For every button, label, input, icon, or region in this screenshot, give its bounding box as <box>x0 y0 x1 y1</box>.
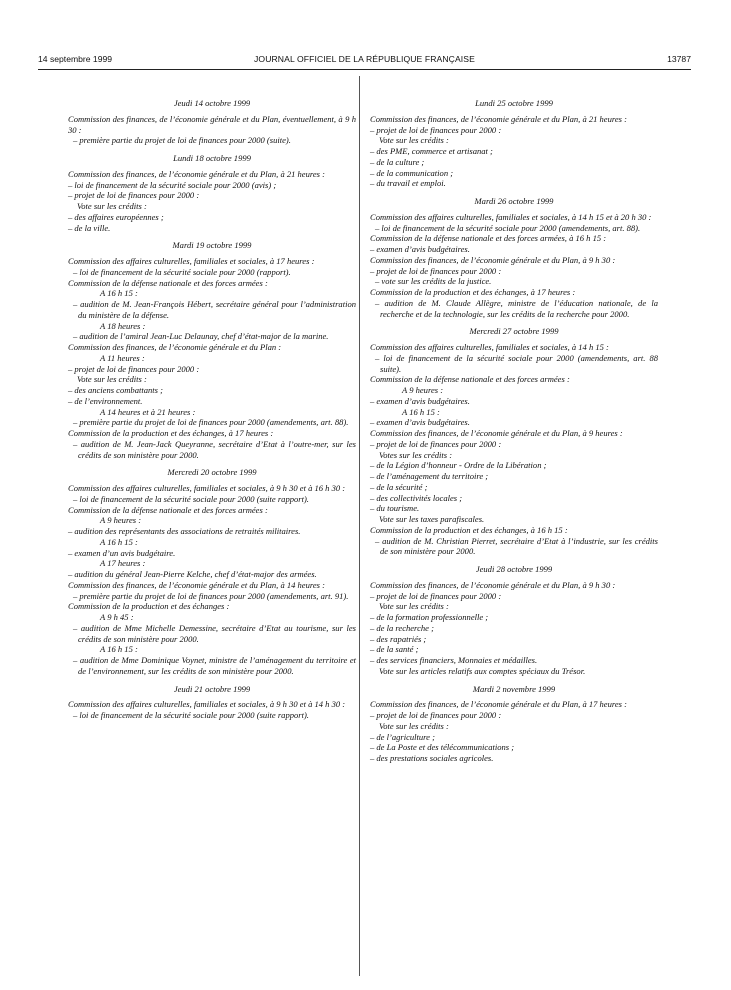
time-slot: A 11 heures : <box>100 352 145 363</box>
agenda-item: – examen d’un avis budgétaire. <box>68 547 176 558</box>
column-divider <box>359 76 360 976</box>
spacer <box>68 677 356 684</box>
time-slot: A 9 h 45 : <box>100 612 134 622</box>
agenda-item: – première partie du projet de loi de finances pour 2000 (suite). <box>73 135 291 146</box>
vote-heading: Vote sur les crédits : <box>379 135 449 146</box>
time-slot: A 9 heures : <box>402 385 444 395</box>
agenda-item: – des services financiers, Monnaies et médailles. <box>370 655 538 665</box>
commission-entry: Commission de la défense nationale et des forces armées, à 16 h 15 : <box>370 233 607 244</box>
vote-heading: Votes sur les crédits : <box>379 449 453 460</box>
spacer <box>370 189 658 196</box>
agenda-item: – audition de M. Claude Allègre, ministre de l’éducation nationale, de la recherche et de la technologie, sur les crédits de la recherche pour 2000. <box>375 297 658 319</box>
vote-heading: Vote sur les articles relatifs aux comptes spéciaux du Trésor. <box>379 665 586 676</box>
agenda-item: – de la sécurité ; <box>370 481 428 492</box>
commission-entry: Commission des affaires culturelles, familiales et sociales, à 9 h 30 et à 14 h 30 : <box>68 699 346 710</box>
commission-entry: Commission de la production et des échanges, à 17 heures : <box>370 287 576 297</box>
commission-entry: Commission des finances, de l’économie générale et du Plan, à 9 h 30 : <box>370 579 616 590</box>
journal-title: JOURNAL OFFICIEL DE LA RÉPUBLIQUE FRANÇAISE <box>254 54 475 64</box>
agenda-item: – première partie du projet de loi de finances pour 2000 (amendements, art. 91). <box>73 590 349 601</box>
right-column <box>370 98 658 764</box>
commission-entry: Commission des affaires culturelles, familiales et sociales, à 14 h 15 : <box>370 342 609 352</box>
agenda-item: – des collectivités locales ; <box>370 492 463 503</box>
day-heading: Mardi 2 novembre 1999 <box>472 683 556 694</box>
agenda-item: – audition des représentants des associations de retraités militaires. <box>68 526 301 536</box>
commission-entry: Commission des affaires culturelles, familiales et sociales, à 9 h 30 et à 16 h 30 : <box>68 483 346 493</box>
commission-entry: Commission des finances, de l’économie générale et du Plan, à 14 heures : <box>68 579 325 590</box>
agenda-item: – projet de loi de finances pour 2000 : <box>370 438 502 449</box>
agenda-item: – projet de loi de finances pour 2000 : <box>370 124 502 135</box>
agenda-item: – vote sur les crédits de la justice. <box>375 276 492 287</box>
agenda-item: – loi de financement de la sécurité sociale pour 2000 (suite rapport). <box>73 710 309 720</box>
spacer <box>370 557 658 564</box>
agenda-item: – loi de financement de la sécurité sociale pour 2000 (avis) ; <box>68 179 277 190</box>
spacer <box>68 146 356 153</box>
time-slot: A 16 h 15 : <box>100 536 138 547</box>
agenda-item: – de la formation professionnelle ; <box>370 612 489 622</box>
page-header <box>38 54 691 68</box>
agenda-item: – loi de financement de la sécurité sociale pour 2000 (amendements, art. 88). <box>375 222 641 233</box>
agenda-item: – loi de financement de la sécurité sociale pour 2000 (amendements, art. 88 suite). <box>375 352 658 374</box>
agenda-item: – de La Poste et des télécommunications ; <box>370 742 515 753</box>
agenda-item: – audition de M. Jean-Jack Queyranne, secrétaire d’Etat à l’outre-mer, sur les crédits de son ministère pour 2000. <box>73 438 356 460</box>
commission-entry: Commission de la défense nationale et des forces armées : <box>68 504 268 515</box>
agenda-item: – première partie du projet de loi de finances pour 2000 (amendements, art. 88). <box>73 417 349 428</box>
agenda-item: – des rapatriés ; <box>370 633 427 644</box>
page-number: 13787 <box>667 54 691 64</box>
vote-heading: Vote sur les crédits : <box>379 720 449 731</box>
spacer <box>370 319 658 326</box>
agenda-item: – loi de financement de la sécurité sociale pour 2000 (rapport). <box>73 266 291 277</box>
commission-entry: Commission des finances, de l’économie générale et du Plan, à 9 heures : <box>370 428 623 438</box>
time-slot: A 16 h 15 : <box>402 406 440 417</box>
agenda-item: – de la ville. <box>68 222 111 233</box>
agenda-item: – audition de l’amiral Jean-Luc Delaunay, chef d’état-major de la marine. <box>73 331 329 342</box>
agenda-item: – examen d’avis budgétaires. <box>370 417 470 428</box>
agenda-item: – loi de financement de la sécurité sociale pour 2000 (suite rapport). <box>73 493 309 504</box>
time-slot: A 9 heures : <box>100 515 142 526</box>
vote-heading: Vote sur les crédits : <box>379 601 449 612</box>
commission-entry: Commission de la défense nationale et des forces armées : <box>370 374 570 385</box>
vote-heading: Vote sur les taxes parafiscales. <box>379 514 485 524</box>
vote-heading: Vote sur les crédits : <box>77 374 147 385</box>
day-heading: Jeudi 14 octobre 1999 <box>173 98 251 108</box>
day-heading: Jeudi 21 octobre 1999 <box>173 683 251 694</box>
commission-entry: Commission des finances, de l’économie générale et du Plan, à 21 heures : <box>370 113 627 124</box>
agenda-item: – audition du général Jean-Pierre Kelche, chef d’état-major des armées. <box>68 569 317 579</box>
commission-entry: Commission de la défense nationale et des forces armées : <box>68 277 268 288</box>
agenda-item: – de la Légion d’honneur - Ordre de la Libération ; <box>370 460 547 471</box>
commission-entry: Commission de la production et des échanges : <box>68 601 230 612</box>
commission-entry: Commission des finances, de l’économie générale et du Plan : <box>68 342 282 352</box>
agenda-item: – des prestations sociales agricoles. <box>370 753 494 763</box>
spacer <box>68 233 356 240</box>
vote-heading: Vote sur les crédits : <box>77 201 147 211</box>
time-slot: A 16 h 15 : <box>100 288 138 299</box>
day-heading: Mardi 19 octobre 1999 <box>172 240 252 251</box>
agenda-item: – audition de M. Jean-François Hébert, secrétaire général pour l’administration du ministère de la défense. <box>73 299 356 320</box>
day-heading: Mardi 26 octobre 1999 <box>474 196 554 206</box>
agenda-item: – audition de Mme Dominique Voynet, ministre de l’aménagement du territoire et de l’environnement, sur les crédits de son ministère pour 2000. <box>73 655 356 676</box>
agenda-item: – projet de loi de finances pour 2000 : <box>370 265 502 276</box>
commission-entry: Commission de la production et des échanges, à 16 h 15 : <box>370 524 568 535</box>
header-rule <box>38 69 691 70</box>
commission-entry: Commission des finances, de l’économie générale et du Plan, éventuellement, à 9 h 30 : <box>68 113 356 135</box>
agenda-item: – audition de Mme Michelle Demessine, secrétaire d’Etat au tourisme, sur les crédits de son ministère pour 2000. <box>73 622 356 644</box>
day-heading: Mercredi 20 octobre 1999 <box>167 467 257 478</box>
agenda-item: – audition de M. Christian Pierret, secrétaire d’Etat à l’industrie, sur les crédits de son ministère pour 2000. <box>375 535 658 557</box>
agenda-item: – de l’aménagement du territoire ; <box>370 471 489 481</box>
agenda-item: – de la recherche ; <box>370 622 434 633</box>
commission-entry: Commission des affaires culturelles, familiales et sociales, à 14 h 15 et à 20 h 30 : <box>370 211 652 222</box>
commission-entry: Commission des finances, de l’économie générale et du Plan, à 21 heures : <box>68 168 325 179</box>
spacer <box>370 677 658 684</box>
commission-entry: Commission des affaires culturelles, familiales et sociales, à 17 heures : <box>68 256 315 266</box>
agenda-item: – de la culture ; <box>370 156 425 167</box>
time-slot: A 16 h 15 : <box>100 644 138 655</box>
agenda-item: – des PME, commerce et artisanat ; <box>370 146 493 156</box>
agenda-item: – examen d’avis budgétaires. <box>370 395 470 406</box>
agenda-item: – de l’environnement. <box>68 395 143 406</box>
agenda-item: – des affaires européennes ; <box>68 211 164 222</box>
commission-entry: Commission de la production et des échanges, à 17 heures : <box>68 428 274 438</box>
left-column <box>68 98 356 721</box>
time-slot: A 18 heures : <box>100 320 146 331</box>
time-slot: A 17 heures : <box>100 558 146 569</box>
day-heading: Mercredi 27 octobre 1999 <box>469 326 559 337</box>
day-heading: Lundi 25 octobre 1999 <box>475 98 553 108</box>
commission-entry: Commission des finances, de l’économie générale et du Plan, à 9 h 30 : <box>370 254 616 265</box>
agenda-item: – des anciens combattants ; <box>68 385 163 395</box>
agenda-item: – du tourisme. <box>370 503 420 514</box>
agenda-item: – projet de loi de finances pour 2000 : <box>370 710 502 720</box>
agenda-item: – du travail et emploi. <box>370 178 446 189</box>
agenda-item: – de la communication ; <box>370 167 454 178</box>
commission-entry: Commission des finances, de l’économie générale et du Plan, à 17 heures : <box>370 699 627 710</box>
agenda-item: – projet de loi de finances pour 2000 : <box>370 590 502 601</box>
agenda-item: – de la santé ; <box>370 644 419 655</box>
day-heading: Lundi 18 octobre 1999 <box>173 153 251 163</box>
day-heading: Jeudi 28 octobre 1999 <box>475 564 553 574</box>
agenda-item: – projet de loi de finances pour 2000 : <box>68 363 200 374</box>
time-slot: A 14 heures et à 21 heures : <box>100 406 196 417</box>
agenda-item: – projet de loi de finances pour 2000 : <box>68 190 200 201</box>
agenda-item: – de l’agriculture ; <box>370 731 435 742</box>
spacer <box>68 460 356 467</box>
issue-date: 14 septembre 1999 <box>38 54 113 64</box>
agenda-item: – examen d’avis budgétaires. <box>370 244 470 254</box>
